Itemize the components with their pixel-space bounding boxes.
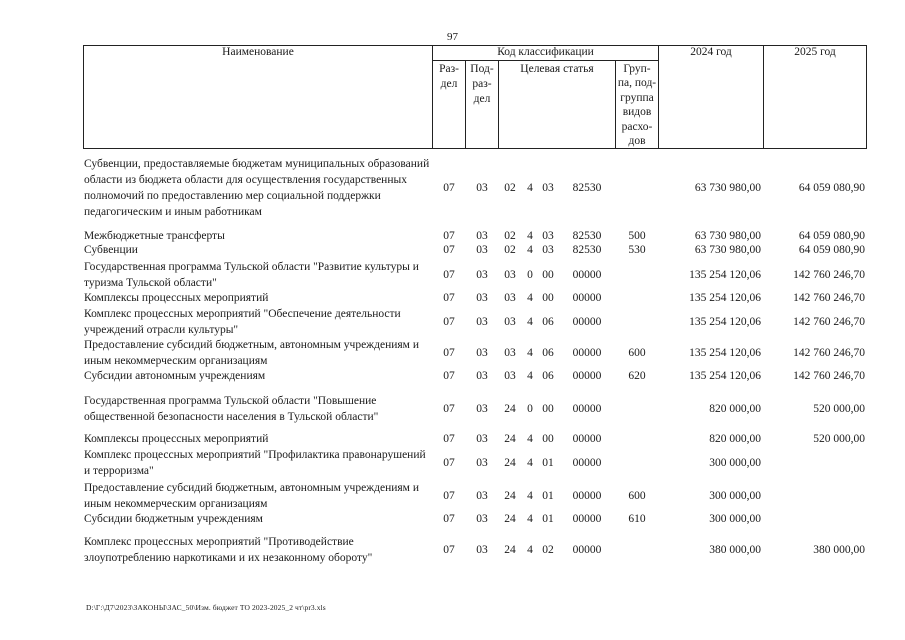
cell-target-type: 4 [527, 292, 533, 304]
cell-target-program: 24 [504, 544, 516, 556]
cell-target-type: 4 [527, 347, 533, 359]
cell-amount-2025: 142 760 246,70 [793, 269, 865, 281]
cell-amount-2024: 300 000,00 [709, 457, 761, 469]
cell-target-item: 01 [542, 513, 554, 525]
cell-target-direction: 00000 [572, 513, 602, 525]
cell-razdel: 07 [443, 490, 455, 502]
cell-target-type: 4 [527, 457, 533, 469]
header-group: Груп- па, под- группа видов расхо- дов [617, 63, 657, 148]
cell-podrazdel: 03 [476, 457, 488, 469]
cell-expense-group: 500 [628, 230, 646, 242]
cell-target-program: 24 [504, 433, 516, 445]
cell-razdel: 07 [443, 403, 455, 415]
cell-target-direction: 82530 [572, 182, 602, 194]
cell-target-type: 4 [527, 182, 533, 194]
cell-razdel: 07 [443, 544, 455, 556]
cell-target-item: 06 [542, 347, 554, 359]
file-path-footer: D:\Г:\Д7\2023\ЗАКОНЫ\ЗАС_50\Изм. бюджет ТО 2023-2025_2 чт\pr3.xls [86, 603, 326, 612]
cell-target-type: 4 [527, 370, 533, 382]
cell-target-program: 02 [504, 230, 516, 242]
cell-podrazdel: 03 [476, 370, 488, 382]
cell-name: Субвенции, предоставляемые бюджетам муниципальных образований области из бюджета области для осуществления государственных полномочий по предоставлению мер социальной поддержки педагогическим и иным работникам [84, 158, 430, 218]
cell-amount-2024: 300 000,00 [709, 513, 761, 525]
cell-podrazdel: 03 [476, 513, 488, 525]
cell-target-direction: 00000 [572, 292, 602, 304]
cell-target-program: 24 [504, 513, 516, 525]
header-target: Целевая статья [520, 63, 594, 75]
cell-name: Предоставление субсидий бюджетным, автономным учреждениям и иным некоммерческим организациям [84, 339, 419, 367]
cell-target-program: 02 [504, 244, 516, 256]
header-2024: 2024 год [690, 46, 732, 58]
cell-target-type: 4 [527, 513, 533, 525]
cell-razdel: 07 [443, 457, 455, 469]
cell-target-direction: 00000 [572, 433, 602, 445]
cell-razdel: 07 [443, 513, 455, 525]
cell-target-item: 00 [542, 433, 554, 445]
cell-expense-group: 620 [628, 370, 646, 382]
col-border-left [83, 45, 84, 149]
cell-name: Комплексы процессных мероприятий [84, 433, 269, 445]
cell-target-item: 03 [542, 182, 554, 194]
cell-amount-2024: 820 000,00 [709, 403, 761, 415]
cell-expense-group: 610 [628, 513, 646, 525]
header-bottom-border [83, 148, 866, 149]
cell-amount-2025: 142 760 246,70 [793, 292, 865, 304]
cell-podrazdel: 03 [476, 347, 488, 359]
cell-target-item: 03 [542, 230, 554, 242]
cell-podrazdel: 03 [476, 544, 488, 556]
cell-amount-2025: 520 000,00 [813, 433, 865, 445]
cell-target-direction: 82530 [572, 230, 602, 242]
cell-name: Субвенции [84, 244, 138, 256]
cell-razdel: 07 [443, 433, 455, 445]
cell-name: Субсидии автономным учреждениям [84, 370, 266, 382]
cell-target-direction: 00000 [572, 490, 602, 502]
cell-amount-2024: 63 730 980,00 [694, 182, 761, 194]
cell-razdel: 07 [443, 269, 455, 281]
cell-amount-2024: 300 000,00 [709, 490, 761, 502]
cell-target-direction: 00000 [572, 269, 602, 281]
cell-name: Предоставление субсидий бюджетным, автономным учреждениям и иным некоммерческим организациям [84, 482, 419, 510]
cell-target-program: 03 [504, 370, 516, 382]
cell-podrazdel: 03 [476, 182, 488, 194]
page-number: 97 [447, 31, 458, 43]
cell-target-program: 03 [504, 292, 516, 304]
cell-target-direction: 82530 [572, 244, 602, 256]
cell-podrazdel: 03 [476, 230, 488, 242]
col-border-codes [658, 45, 659, 149]
cell-amount-2025: 380 000,00 [813, 544, 865, 556]
cell-podrazdel: 03 [476, 316, 488, 328]
cell-target-type: 0 [527, 269, 533, 281]
cell-target-type: 4 [527, 544, 533, 556]
cell-expense-group: 600 [628, 347, 646, 359]
cell-target-program: 03 [504, 316, 516, 328]
cell-amount-2024: 135 254 120,06 [689, 269, 761, 281]
cell-target-type: 4 [527, 433, 533, 445]
cell-amount-2024: 820 000,00 [709, 433, 761, 445]
cell-name: Комплекс процессных мероприятий "Противодействие злоупотреблению наркотиками и их незаконному обороту" [84, 536, 373, 564]
cell-name: Государственная программа Тульской области "Повышение общественной безопасности населения в Тульской области" [84, 395, 379, 423]
cell-razdel: 07 [443, 316, 455, 328]
cell-target-direction: 00000 [572, 347, 602, 359]
cell-name: Комплекс процессных мероприятий "Профилактика правонарушений и терроризма" [84, 449, 426, 477]
cell-amount-2025: 142 760 246,70 [793, 316, 865, 328]
cell-amount-2024: 135 254 120,06 [689, 370, 761, 382]
col-border-name [432, 45, 433, 149]
cell-target-item: 06 [542, 370, 554, 382]
header-podrazdel: Под- раз- дел [470, 63, 494, 105]
cell-amount-2024: 380 000,00 [709, 544, 761, 556]
cell-name: Комплексы процессных мероприятий [84, 292, 269, 304]
cell-name: Субсидии бюджетным учреждениям [84, 513, 263, 525]
cell-target-program: 03 [504, 269, 516, 281]
cell-target-item: 00 [542, 292, 554, 304]
cell-amount-2024: 135 254 120,06 [689, 347, 761, 359]
cell-podrazdel: 03 [476, 292, 488, 304]
col-border-right [866, 45, 867, 149]
cell-target-direction: 00000 [572, 544, 602, 556]
col-border-2024 [763, 45, 764, 149]
cell-target-type: 4 [527, 244, 533, 256]
cell-target-item: 03 [542, 244, 554, 256]
cell-target-type: 4 [527, 230, 533, 242]
cell-target-item: 02 [542, 544, 554, 556]
cell-target-program: 24 [504, 403, 516, 415]
cell-podrazdel: 03 [476, 490, 488, 502]
cell-target-program: 03 [504, 347, 516, 359]
cell-podrazdel: 03 [476, 433, 488, 445]
cell-target-program: 24 [504, 490, 516, 502]
cell-amount-2025: 64 059 080,90 [798, 182, 865, 194]
cell-podrazdel: 03 [476, 244, 488, 256]
cell-target-program: 24 [504, 457, 516, 469]
cell-name: Межбюджетные трансферты [84, 230, 225, 242]
cell-target-item: 06 [542, 316, 554, 328]
header-2025: 2025 год [794, 46, 836, 58]
cell-target-program: 02 [504, 182, 516, 194]
cell-target-direction: 00000 [572, 403, 602, 415]
cell-amount-2025: 520 000,00 [813, 403, 865, 415]
cell-target-item: 00 [542, 269, 554, 281]
cell-target-type: 0 [527, 403, 533, 415]
cell-amount-2024: 135 254 120,06 [689, 316, 761, 328]
cell-target-item: 01 [542, 457, 554, 469]
cell-amount-2025: 64 059 080,90 [798, 244, 865, 256]
cell-name: Государственная программа Тульской области "Развитие культуры и туризма Тульской области" [84, 261, 419, 289]
cell-amount-2025: 142 760 246,70 [793, 347, 865, 359]
cell-target-type: 4 [527, 490, 533, 502]
cell-amount-2024: 135 254 120,06 [689, 292, 761, 304]
cell-target-item: 01 [542, 490, 554, 502]
cell-amount-2024: 63 730 980,00 [694, 230, 761, 242]
cell-razdel: 07 [443, 230, 455, 242]
cell-podrazdel: 03 [476, 269, 488, 281]
cell-target-item: 00 [542, 403, 554, 415]
cell-amount-2024: 63 730 980,00 [694, 244, 761, 256]
cell-expense-group: 530 [628, 244, 646, 256]
header-razdel: Раз- дел [439, 63, 459, 90]
cell-razdel: 07 [443, 292, 455, 304]
cell-expense-group: 600 [628, 490, 646, 502]
cell-target-type: 4 [527, 316, 533, 328]
cell-razdel: 07 [443, 347, 455, 359]
cell-target-direction: 00000 [572, 370, 602, 382]
cell-target-direction: 00000 [572, 457, 602, 469]
header-name: Наименование [222, 46, 294, 58]
cell-amount-2025: 64 059 080,90 [798, 230, 865, 242]
cell-name: Комплекс процессных мероприятий "Обеспечение деятельности учреждений отрасли культуры" [84, 308, 401, 336]
cell-amount-2025: 142 760 246,70 [793, 370, 865, 382]
cell-razdel: 07 [443, 182, 455, 194]
header-code-group: Код классификации [497, 46, 594, 58]
cell-razdel: 07 [443, 370, 455, 382]
cell-target-direction: 00000 [572, 316, 602, 328]
cell-podrazdel: 03 [476, 403, 488, 415]
cell-razdel: 07 [443, 244, 455, 256]
